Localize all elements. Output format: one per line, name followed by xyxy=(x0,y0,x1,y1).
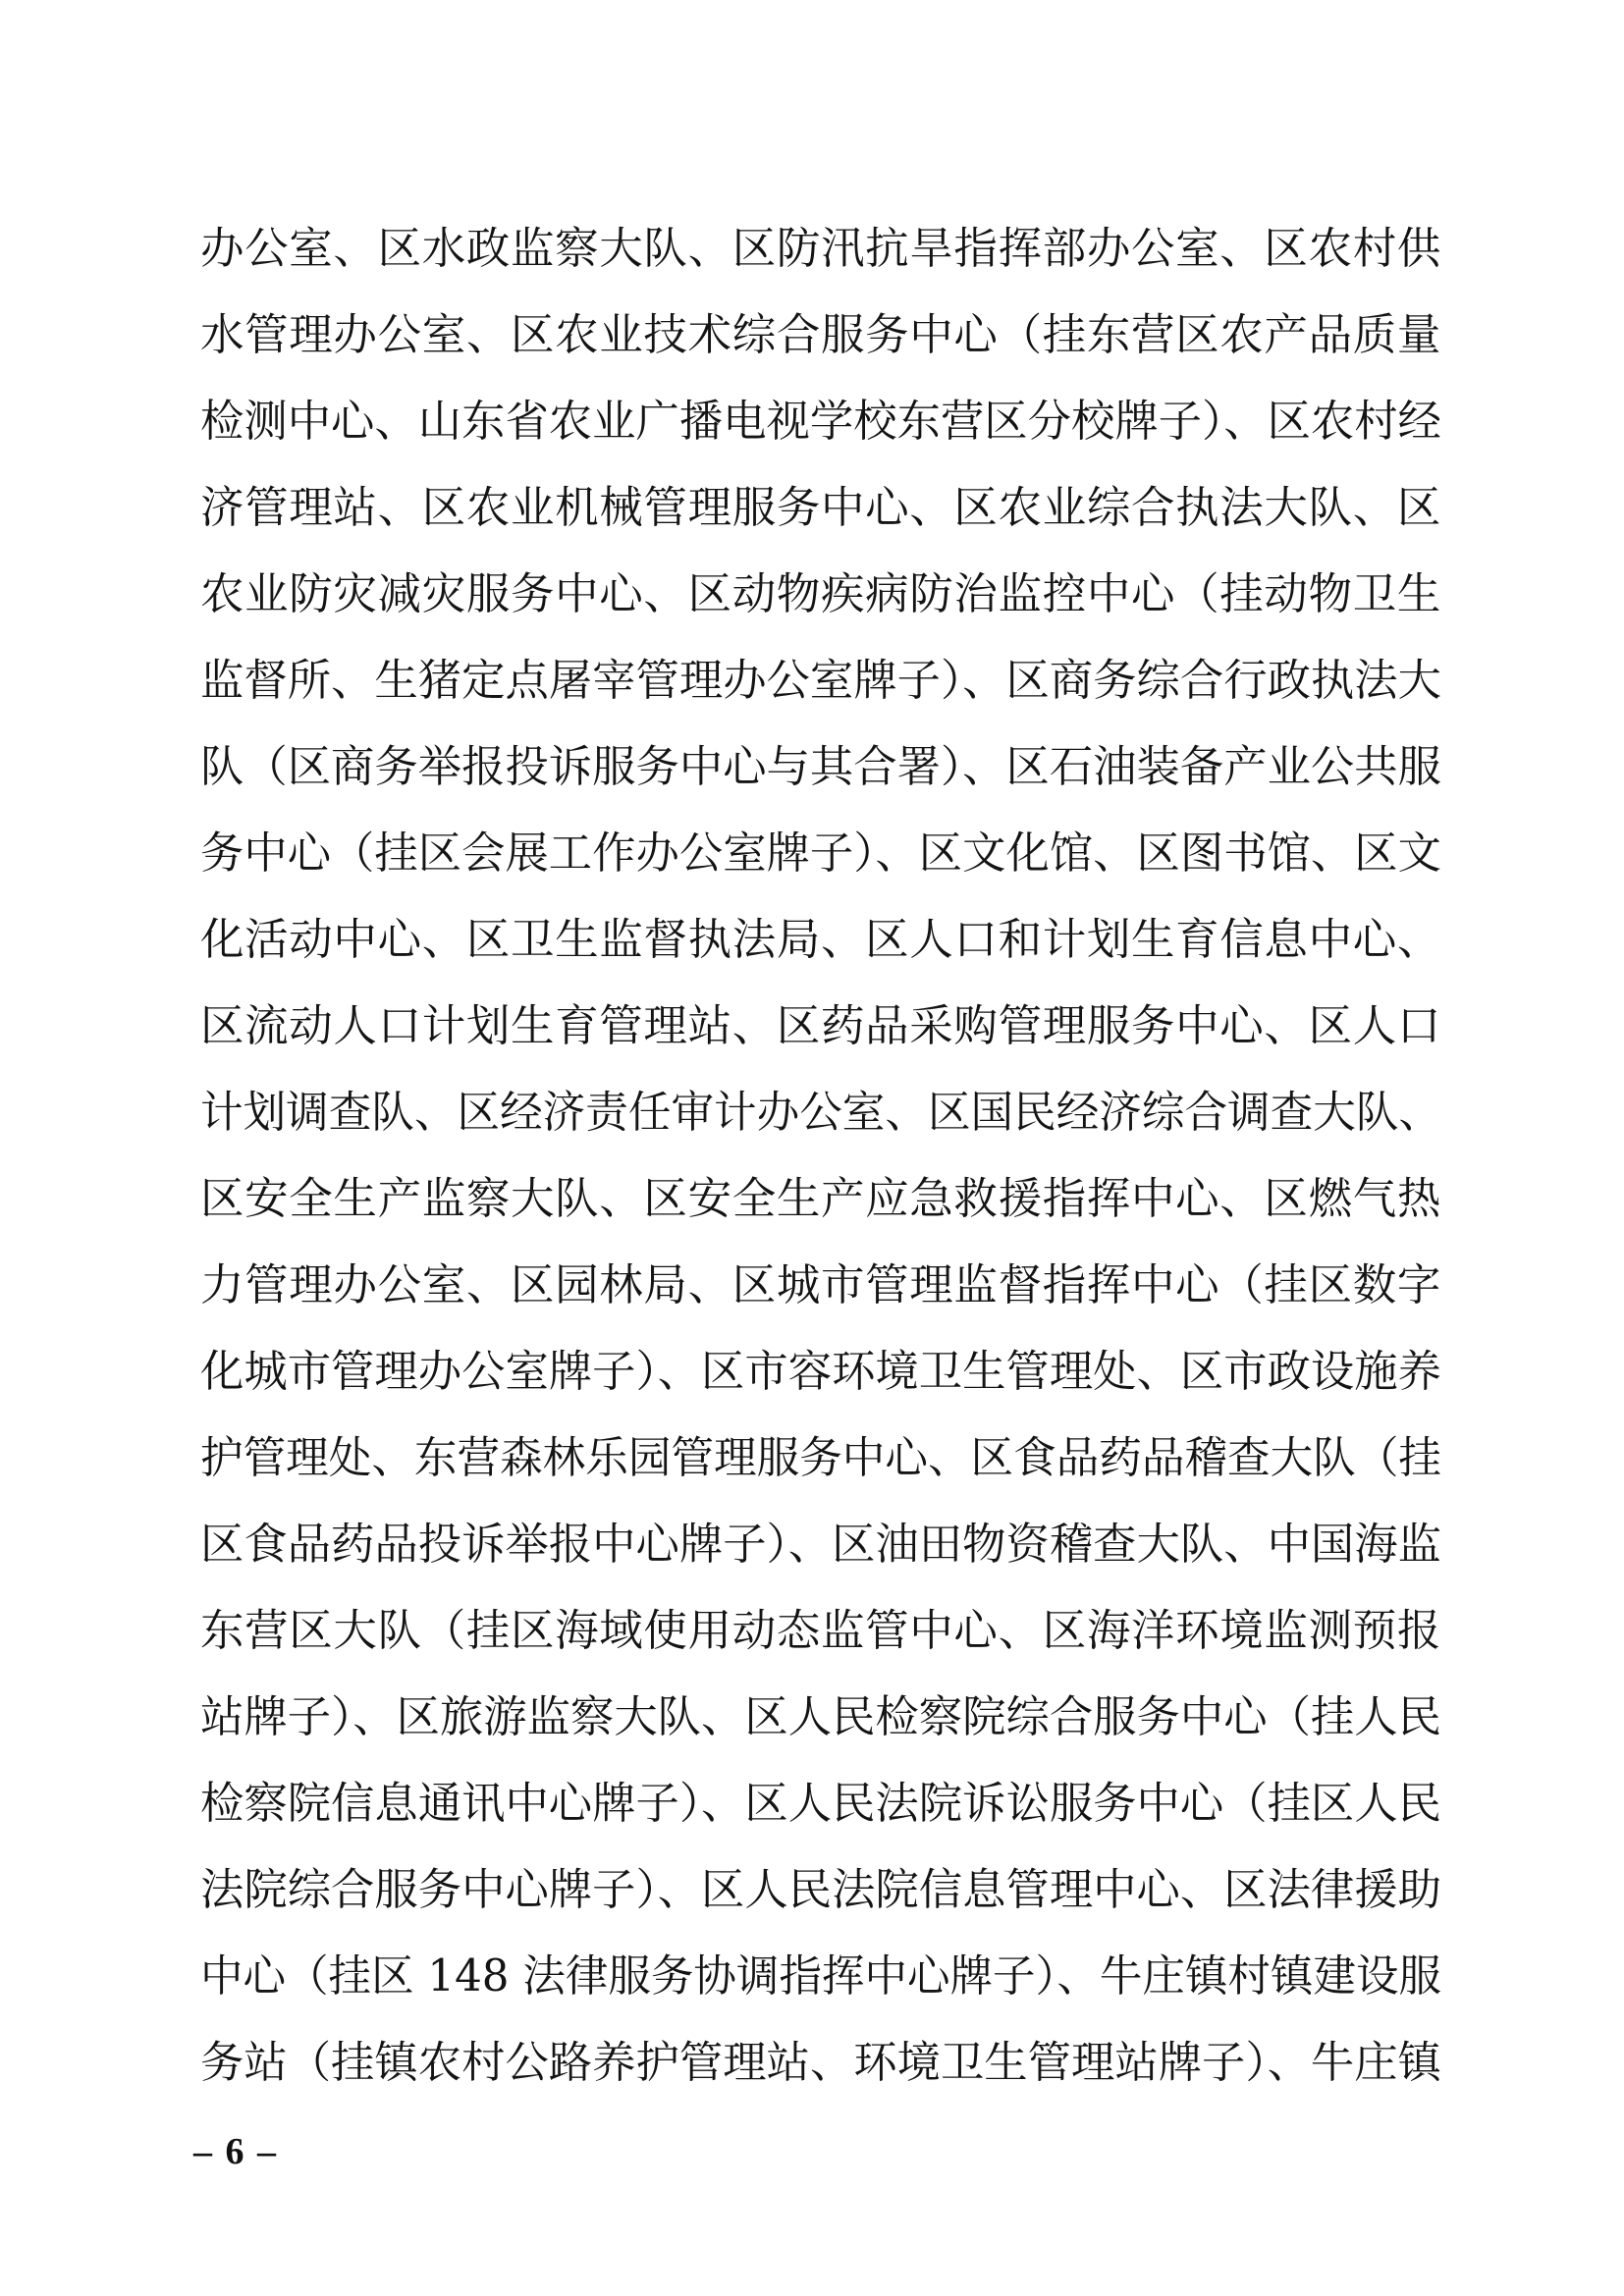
text-line: 队（区商务举报投诉服务中心与其合署）、区石油装备产业公共服 xyxy=(200,742,1441,792)
text-line: 务站（挂镇农村公路养护管理站、环境卫生管理站牌子）、牛庄镇 xyxy=(200,2038,1441,2088)
text-line: 化活动中心、区卫生监督执法局、区人口和计划生育信息中心、 xyxy=(200,915,1441,965)
text-line: 护管理处、东营森林乐园管理服务中心、区食品药品稽查大队（挂 xyxy=(200,1433,1441,1483)
text-line: 农业防灾减灾服务中心、区动物疾病防治监控中心（挂动物卫生 xyxy=(200,569,1441,619)
text-line: 检测中心、山东省农业广播电视学校东营区分校牌子）、区农村经 xyxy=(200,397,1441,447)
page-number: – 6 – xyxy=(193,2131,278,2172)
text-line: 区食品药品投诉举报中心牌子）、区油田物资稽查大队、中国海监 xyxy=(200,1520,1441,1570)
text-line: 监督所、生猪定点屠宰管理办公室牌子）、区商务综合行政执法大 xyxy=(200,656,1441,706)
text-line: 化城市管理办公室牌子）、区市容环境卫生管理处、区市政设施养 xyxy=(200,1347,1441,1397)
text-line: 办公室、区水政监察大队、区防汛抗旱指挥部办公室、区农村供 xyxy=(200,224,1441,274)
text-line: 法院综合服务中心牌子）、区人民法院信息管理中心、区法律援助 xyxy=(200,1865,1441,1915)
text-line: 中心（挂区 148 法律服务协调指挥中心牌子）、牛庄镇村镇建设服 xyxy=(200,1951,1441,2002)
text-line: 计划调查队、区经济责任审计办公室、区国民经济综合调查大队、 xyxy=(200,1088,1441,1138)
text-line: 东营区大队（挂区海域使用动态监管中心、区海洋环境监测预报 xyxy=(200,1606,1441,1656)
text-line: 力管理办公室、区园林局、区城市管理监督指挥中心（挂区数字 xyxy=(200,1260,1441,1310)
text-line: 水管理办公室、区农业技术综合服务中心（挂东营区农产品质量 xyxy=(200,310,1441,360)
body-text xyxy=(200,206,1441,2107)
text-line: 区安全生产监察大队、区安全生产应急救援指挥中心、区燃气热 xyxy=(200,1174,1441,1224)
text-line: 区流动人口计划生育管理站、区药品采购管理服务中心、区人口 xyxy=(200,1001,1441,1051)
text-line: 济管理站、区农业机械管理服务中心、区农业综合执法大队、区 xyxy=(200,483,1441,533)
text-line: 务中心（挂区会展工作办公室牌子）、区文化馆、区图书馆、区文 xyxy=(200,828,1441,879)
text-line: 站牌子）、区旅游监察大队、区人民检察院综合服务中心（挂人民 xyxy=(200,1692,1441,1742)
text-line: 检察院信息通讯中心牌子）、区人民法院诉讼服务中心（挂区人民 xyxy=(200,1779,1441,1829)
